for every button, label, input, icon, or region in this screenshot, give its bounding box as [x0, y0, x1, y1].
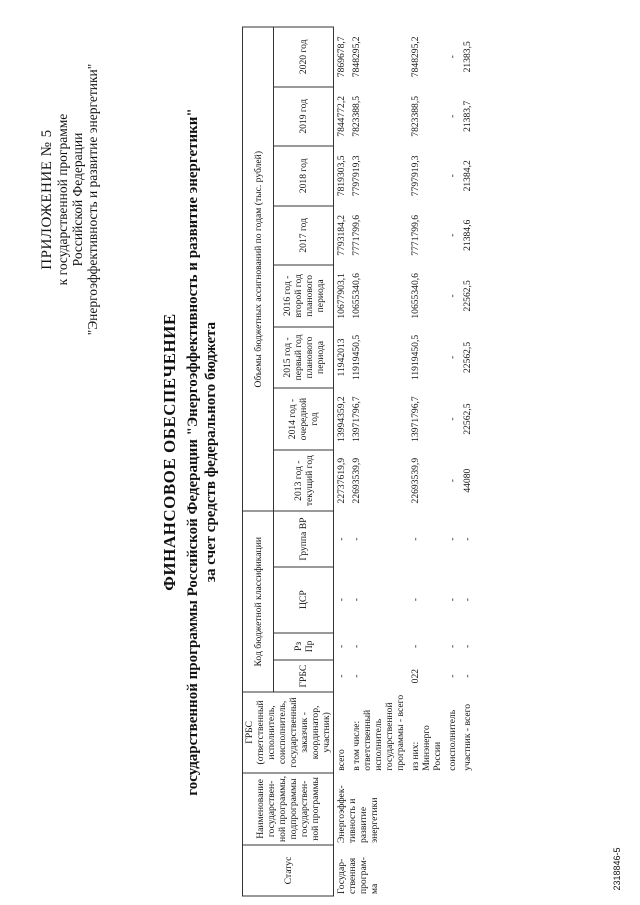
cell-role: в том числе: ответственный исполнитель государственной программы - всего: [351, 694, 406, 771]
cell-value: 13971796,7: [410, 396, 421, 442]
cell-status: Государ-ственная програм-ма: [336, 857, 380, 894]
cell-rzpr: -: [462, 644, 473, 648]
cell-value: 7869678,7: [336, 36, 347, 78]
cell-vr: -: [410, 537, 421, 541]
table-row: [408, 27, 445, 896]
cell-rzpr: -: [351, 644, 362, 648]
cell-value: 13971796,7: [351, 396, 362, 442]
cell-value: -: [447, 174, 458, 178]
header-year: 2014 год - очередной год: [274, 388, 334, 450]
cell-value: 7797919,3: [410, 155, 421, 197]
header-year: 2013 год - текущий год: [274, 450, 334, 512]
cell-grbs: -: [462, 674, 473, 678]
heading-subtitle: государственной программы Российской Федерации "Энергоэффективность и развитие энергетики": [185, 108, 201, 796]
cell-role: соисполнитель: [447, 709, 458, 771]
cell-role: из них: Минэнерго России: [410, 725, 443, 771]
cell-value: 11942013: [336, 338, 347, 377]
header-vr: Группа ВР: [274, 511, 334, 566]
cell-value: -: [447, 479, 458, 483]
cell-value: 11919450,5: [351, 334, 362, 381]
cell-value: 7797919,3: [351, 155, 362, 197]
cell-rzpr: -: [447, 644, 458, 648]
cell-value: 7771799,6: [351, 214, 362, 256]
cell-csr: -: [351, 598, 362, 602]
cell-vr: -: [462, 537, 473, 541]
appendix-title: ПРИЛОЖЕНИЕ № 5: [39, 129, 55, 270]
cell-value: 7823388,5: [410, 95, 421, 137]
footer-stamp: 2318846-5: [612, 847, 622, 891]
appendix-line-1: к государственной программе: [55, 113, 70, 286]
table-row: [445, 27, 460, 896]
header-csr: ЦСР: [274, 567, 334, 633]
cell-grbs: -: [447, 674, 458, 678]
cell-role: участник - всего: [462, 703, 473, 771]
cell-value: 22562,5: [462, 403, 473, 435]
cell-value: -: [447, 114, 458, 118]
cell-role: всего: [336, 749, 347, 771]
cell-value: 7819303,5: [336, 155, 347, 197]
cell-csr: -: [336, 598, 347, 602]
cell-value: 44080: [462, 468, 473, 493]
cell-value: 7848295,2: [410, 36, 421, 78]
header-grbs: ГРБС: [274, 660, 334, 692]
appendix-line-2: Российской Федерации: [70, 132, 85, 267]
cell-value: 7848295,2: [351, 36, 362, 78]
table-row: [349, 27, 408, 896]
header-volumes: Объемы бюджетных ассигнований по годам (тыс. рублей): [243, 27, 274, 511]
cell-grbs: -: [351, 674, 362, 678]
cell-value: 7771799,6: [410, 214, 421, 256]
document-heading: [160, 0, 220, 905]
cell-value: 22562,5: [462, 341, 473, 374]
appendix-line-3: "Энергоэффективность и развитие энергетики": [85, 63, 100, 336]
cell-value: 22693539,9: [351, 457, 362, 504]
cell-csr: -: [462, 598, 473, 602]
cell-value: 21383,5: [462, 41, 473, 73]
cell-value: -: [447, 55, 458, 59]
cell-grbs: 022: [410, 668, 421, 684]
header-rzpr: Рз Пр: [274, 633, 334, 661]
heading-subtitle-2: за счет средств федерального бюджета: [203, 321, 219, 583]
cell-value: 7823388,5: [351, 95, 362, 137]
financing-table: [242, 27, 475, 897]
cell-value: 11919450,5: [410, 334, 421, 381]
header-year: 2019 год: [274, 87, 334, 146]
cell-value: 22693539,9: [410, 457, 421, 504]
cell-value: 21384,6: [462, 219, 473, 251]
cell-grbs: -: [336, 674, 347, 678]
cell-value: -: [447, 233, 458, 237]
header-year: 2020 год: [274, 27, 334, 87]
table-row: [460, 27, 475, 896]
cell-vr: -: [351, 537, 362, 541]
header-year: 2017 год: [274, 206, 334, 265]
cell-vr: -: [336, 537, 347, 541]
header-grbs-role: ГРБС (ответственный исполнитель, соисполнитель, государственный заказчик - координатор, участник): [243, 692, 334, 773]
cell-value: -: [447, 294, 458, 298]
cell-name: Энергоэффек-тивность и развитие энергетики: [336, 785, 380, 844]
appendix-block: [40, 20, 100, 380]
header-code-group: Код бюджетной классификации: [243, 511, 274, 692]
cell-rzpr: -: [410, 644, 421, 648]
cell-rzpr: -: [336, 644, 347, 648]
cell-value: 21384,2: [462, 160, 473, 192]
header-year: 2015 год - первый год планового периода: [274, 327, 334, 389]
cell-csr: -: [410, 598, 421, 602]
header-name: Наименование государствен-ной программы, подпрограммы государствен-ной программы: [243, 773, 334, 845]
cell-value: 13994359,2: [336, 396, 347, 442]
header-year: 2016 год - второй год планового периода: [274, 265, 334, 327]
heading-title: ФИНАНСОВОЕ ОБЕСПЕЧЕНИЕ: [160, 313, 179, 591]
cell-value: 10677903,1: [336, 273, 347, 319]
cell-value: -: [447, 355, 458, 360]
cell-csr: -: [447, 598, 458, 602]
table-row: [334, 27, 350, 896]
cell-value: 10655340,6: [351, 273, 362, 319]
cell-value: 7793184,2: [336, 214, 347, 256]
cell-value: 22562,5: [462, 280, 473, 312]
cell-value: 10655340,6: [410, 273, 421, 319]
cell-vr: -: [447, 537, 458, 541]
cell-value: -: [447, 417, 458, 421]
header-status: Статус: [243, 845, 334, 896]
cell-value: 22737619,9: [336, 457, 347, 504]
cell-value: 7844772,2: [336, 95, 347, 137]
header-year: 2018 год: [274, 146, 334, 205]
cell-value: 21383,7: [462, 100, 473, 132]
